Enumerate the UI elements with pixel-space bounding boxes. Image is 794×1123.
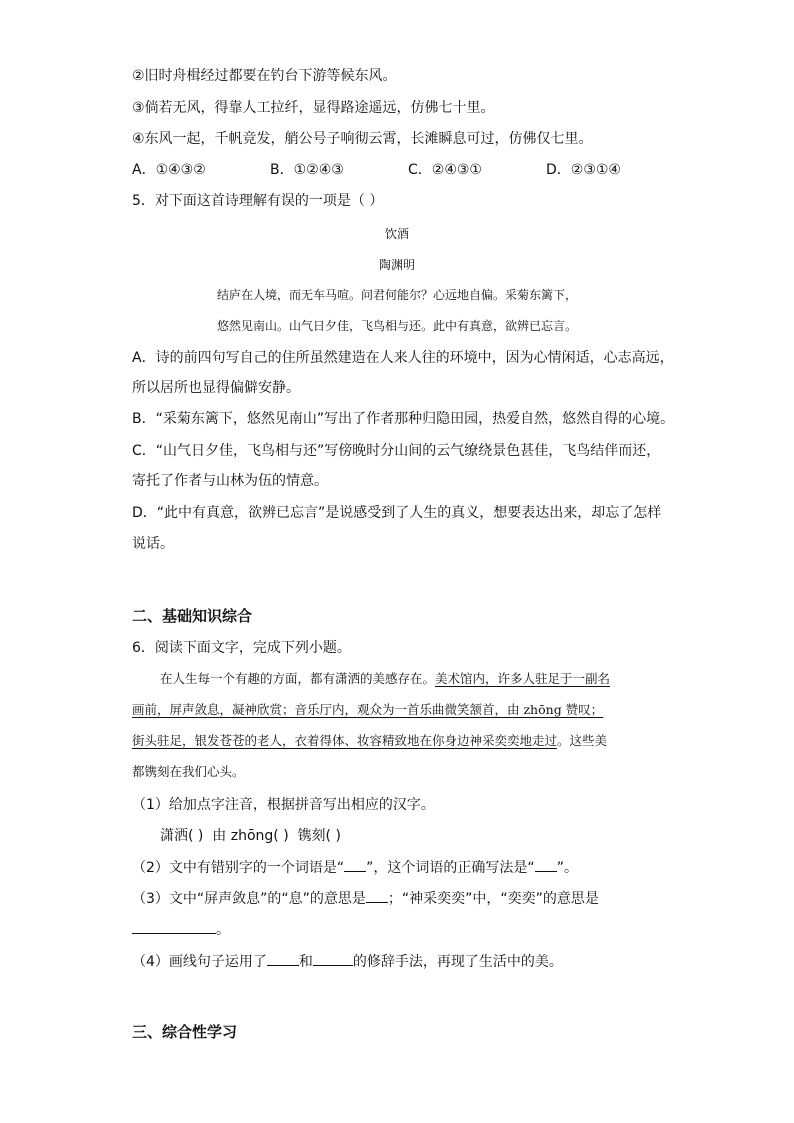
q4-option-a[interactable]: A．①④③② [132, 162, 206, 178]
underlined-sentence: 画前，屏声敛息，凝神欣赏；音乐厅内，观众为一首乐曲微笑颔首，由 zh [132, 702, 539, 717]
q5-option-d-line1[interactable]: D．“此中有真意，欲辨已忘言”是说感受到了人生的真义，想要表达出来，却忘了怎样 [132, 505, 662, 521]
q6-sub3-text: （3）文中“屏声敛息”的“息”的意思是 [132, 891, 366, 907]
q4-option-c[interactable]: C．②④③① [408, 162, 482, 178]
q6-sub3-text: 。 [216, 922, 230, 938]
q6-sub4-text: （4）画线句子运用了 [132, 954, 267, 970]
q6-sub3-text: ；“神采奕奕”中，“奕奕”的意思是 [387, 891, 599, 907]
passage-line-3 [132, 731, 607, 751]
answer-blank-xiaosa[interactable]: 潇洒( ) [160, 828, 204, 844]
q5-option-a-line1[interactable]: A．诗的前四句写自己的住所虽然建造在人来人往的环境中，因为心情闲适，心志高远， [132, 350, 674, 366]
q4-option-d[interactable]: D．②③①④ [546, 162, 621, 178]
q5-option-a-line2: 所以居所也显得偏僻安静。 [132, 380, 300, 396]
answer-blank[interactable] [535, 857, 557, 872]
q6-sub3-line2 [132, 919, 230, 940]
answer-blank[interactable] [267, 951, 299, 966]
underlined-sentence: 街头驻足，银发苍苍的老人，衣着得体、妆容精致地在你身边神采奕奕地走过 [132, 733, 558, 748]
section-heading-3: 三、综合性学习 [132, 1023, 238, 1041]
q6-sub3 [132, 888, 599, 909]
q6-sub2-text: （2）文中有错别字的一个词语是“ [132, 860, 345, 876]
q6-sub2-text: ”。 [556, 860, 578, 876]
answer-blank[interactable] [132, 919, 216, 934]
passage-line-4: 都镌刻在我们心头。 [132, 764, 245, 779]
passage-line-2 [132, 700, 603, 720]
q5-option-d-line2: 说话。 [132, 536, 174, 552]
q6-sub4-text: 和 [298, 954, 313, 970]
q6-sub4 [132, 951, 563, 972]
poem-title: 饮酒 [384, 227, 409, 241]
answer-blank-juanke[interactable]: 镌刻( ) [297, 828, 341, 844]
q4-statement-2: ②旧时舟楫经过都要在钓台下游等候东风。 [132, 68, 397, 84]
poem-line-1: 结庐在人境，而无车马喧。问君何能尔？心远地自偏。采菊东篱下， [216, 288, 577, 302]
q5-option-b[interactable]: B．“采菊东篱下，悠然见南山”写出了作者那种归隐田园，热爱自然，悠然自得的心境。 [132, 411, 675, 427]
q4-statement-4: ④东风一起，千帆竞发，艄公号子响彻云霄，长滩瞬息可过，仿佛仅七里。 [132, 131, 593, 147]
poem-line-2: 悠然见南山。山气日夕佳，飞鸟相与还。此中有真意，欲辨已忘言。 [216, 319, 577, 333]
q5-option-c-line1[interactable]: C．“山气日夕佳，飞鸟相与还”写傍晚时分山间的云气缭绕景色甚佳，飞鸟结伴而还， [132, 443, 661, 459]
passage-text: 在人生每一个有趣的方面，都有潇洒的美感存在。 [160, 671, 436, 686]
passage-text: 。这些美 [557, 733, 608, 748]
q6-sub2 [132, 857, 578, 878]
underlined-sentence: ng 赞叹； [545, 702, 604, 717]
poem-author: 陶渊明 [378, 258, 415, 272]
q6-sub4-text: 的修辞手法，再现了生活中的美。 [352, 954, 563, 970]
q6-stem: 6．阅读下面文字，完成下列小题。 [132, 640, 351, 656]
q4-statement-3: ③倘若无风，得靠人工拉纤，显得路途遥远，仿佛七十里。 [132, 100, 495, 116]
q6-sub1-items [160, 826, 341, 846]
q4-options [132, 160, 621, 180]
answer-blank[interactable] [366, 888, 388, 903]
q6-sub1: （1）给加点字注音，根据拼音写出相应的汉字。 [132, 797, 435, 813]
q5-stem: 5．对下面这首诗理解有误的一项是（ ） [132, 193, 384, 209]
underlined-sentence: 美术馆内，许多人驻足于一副名 [435, 671, 611, 686]
answer-blank[interactable] [344, 857, 366, 872]
pinyin-tone: ō [538, 702, 546, 717]
answer-blank-zhong[interactable]: 由 zhōng( ) [212, 828, 289, 844]
q6-sub2-text: ”，这个词语的正确写法是“ [366, 860, 535, 876]
passage-line-1 [160, 669, 610, 689]
section-heading-2: 二、基础知识综合 [132, 607, 253, 625]
q5-option-c-line2: 寄托了作者与山林为伍的情意。 [132, 473, 328, 489]
answer-blank[interactable] [313, 951, 353, 966]
q4-option-b[interactable]: B．①②④③ [270, 162, 344, 178]
